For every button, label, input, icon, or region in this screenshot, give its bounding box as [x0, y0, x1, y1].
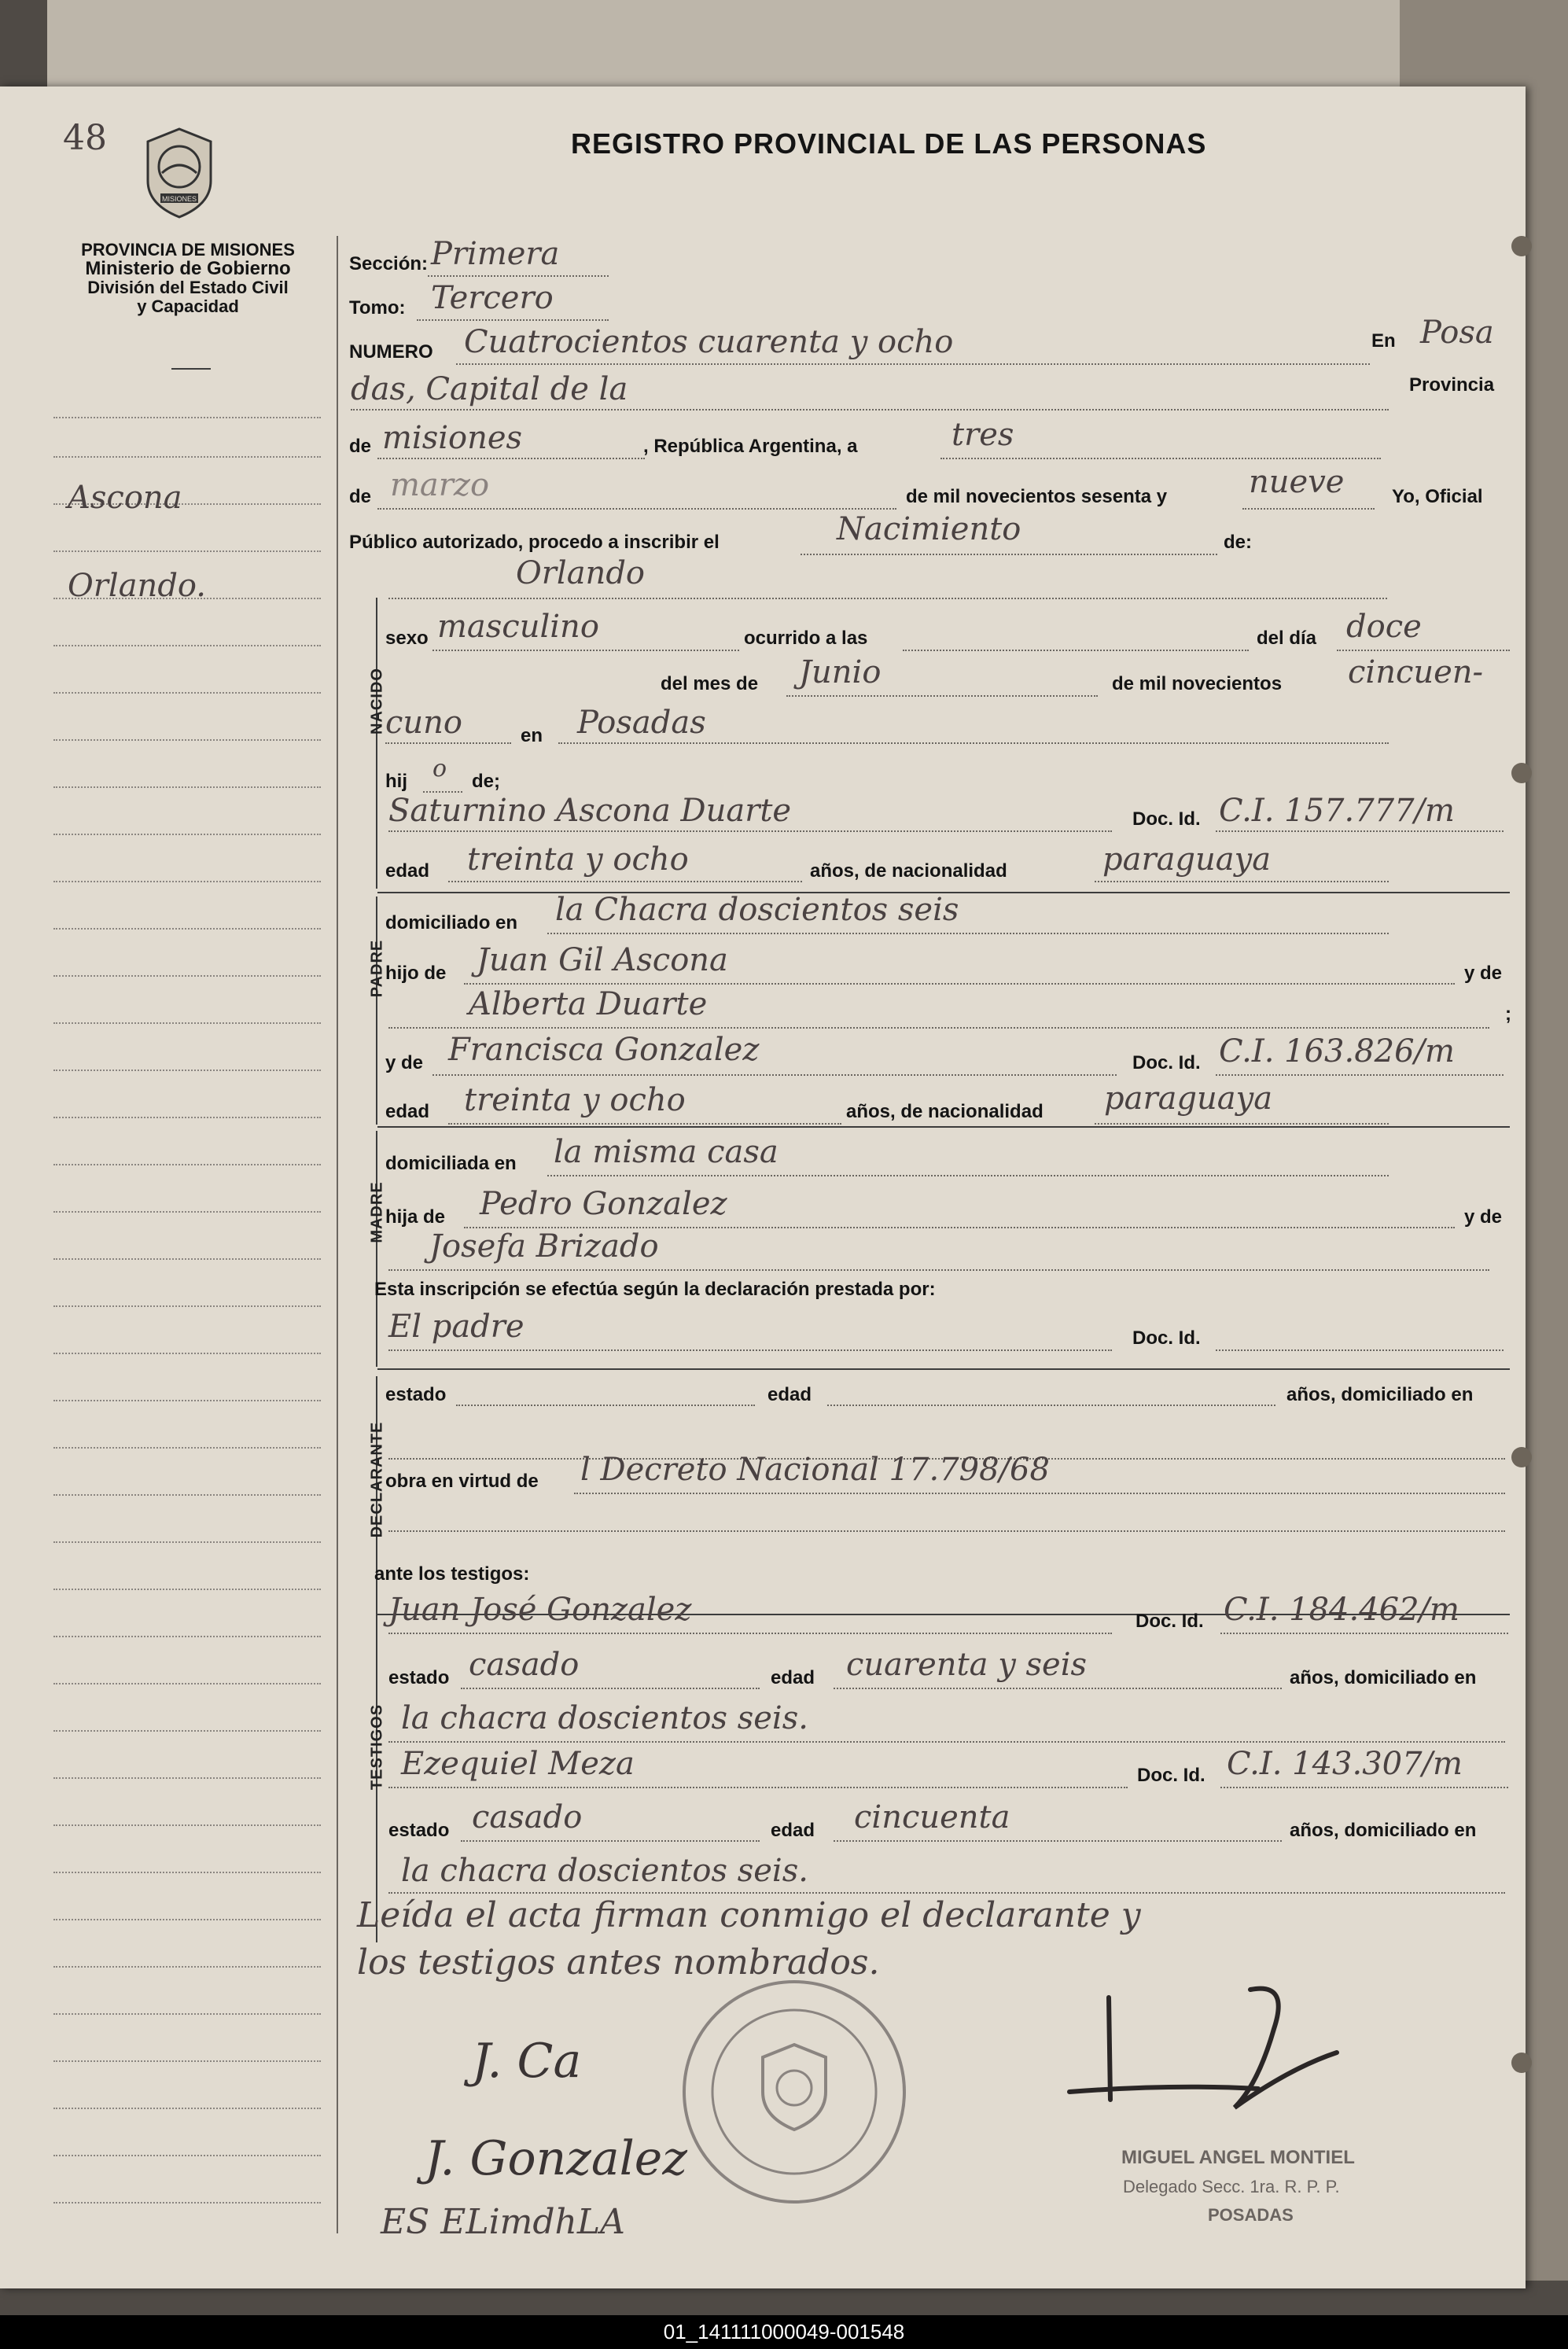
footer-id: 01_141111000049-001548	[0, 2315, 1568, 2349]
field-day: tres	[951, 417, 1014, 453]
field-testigo2-nombre: Ezequiel Meza	[401, 1746, 635, 1782]
closing-line-1: Leída el acta firman conmigo el declarante y	[357, 1895, 1141, 1935]
field-testigo1-nombre: Juan José Gonzalez	[388, 1592, 692, 1628]
field-testigo2-edad: cincuenta	[854, 1799, 1010, 1835]
field-madre-edad: treinta y ocho	[464, 1082, 686, 1118]
binder-hole	[1511, 763, 1532, 783]
svg-text:MISIONES: MISIONES	[161, 195, 197, 203]
label-en-lower: en	[521, 725, 543, 746]
official-signature-icon	[1054, 1974, 1415, 2131]
bottom-note: ES ELimdhLA	[381, 2202, 625, 2242]
field-padre-nac: paraguaya	[1102, 841, 1272, 878]
field-lugar-nac: Posadas	[577, 705, 706, 741]
field-madre-hija-de-b: Josefa Brizado	[429, 1228, 659, 1265]
margin-rule	[337, 236, 338, 2233]
document-page	[0, 87, 1526, 2288]
margin-surname: Ascona	[68, 480, 182, 516]
office-line: y Capacidad	[137, 296, 239, 316]
stamp-name: MIGUEL ANGEL MONTIEL	[1121, 2147, 1355, 2168]
label-hijo-de: hijo de	[385, 963, 447, 984]
label-doc-testigo2: Doc. Id.	[1137, 1765, 1205, 1786]
closing-line-2: los testigos antes nombrados.	[357, 1942, 880, 1983]
field-city-b: das, Capital de la	[351, 371, 628, 407]
field-tomo: Tercero	[431, 280, 554, 316]
label-tomo: Tomo:	[349, 297, 406, 318]
field-testigo1-edad: cuarenta y seis	[846, 1647, 1088, 1683]
field-padre-nombre: Saturnino Ascona Duarte	[388, 793, 792, 829]
field-madre-nac: paraguaya	[1104, 1081, 1273, 1117]
page-number: 48	[63, 118, 107, 158]
label-edad-madre: edad	[385, 1101, 430, 1122]
field-mes-nac: Junio	[799, 654, 882, 690]
label-de-colon: de:	[1224, 532, 1252, 553]
label-del-mes: del mes de	[661, 673, 759, 694]
label-doc-padre: Doc. Id.	[1132, 808, 1201, 830]
divider	[171, 368, 211, 370]
label-edad-declarante: edad	[767, 1384, 812, 1405]
field-anio-nac-a: cincuen-	[1348, 654, 1484, 690]
field-testigo1-doc: C.I. 184.462/m	[1224, 1592, 1459, 1628]
field-obra-virtud: l Decreto Nacional 17.798/68	[580, 1452, 1050, 1488]
background-paper	[47, 0, 1541, 94]
field-provincia: misiones	[382, 420, 523, 456]
label-de-semicolon: de;	[472, 771, 500, 792]
label-edad-testigo1: edad	[771, 1667, 815, 1688]
label-nac-madre: años, de nacionalidad	[846, 1101, 1043, 1122]
label-ante-testigos: ante los testigos:	[374, 1563, 530, 1585]
side-label-madre: MADRE	[368, 1181, 386, 1243]
label-republica: , República Argentina, a	[643, 436, 858, 457]
official-round-stamp-icon	[676, 1974, 912, 2210]
label-sexo: sexo	[385, 628, 429, 649]
field-padre-dom: la Chacra doscientos seis	[555, 892, 959, 928]
field-nombre: Orlando	[516, 555, 646, 591]
field-testigo2-dom: la chacra doscientos seis.	[401, 1853, 808, 1889]
signature-testigo: J. Gonzalez	[425, 2131, 687, 2186]
label-esta-inscripcion: Esta inscripción se efectúa según la declaración prestada por:	[374, 1279, 936, 1300]
label-anios-dom-testigo1: años, domiciliado en	[1290, 1667, 1477, 1688]
office-block	[50, 241, 326, 316]
field-anio-nac-b: cuno	[385, 705, 463, 741]
label-seccion: Sección:	[349, 253, 429, 274]
side-label-testigos: TESTIGOS	[368, 1703, 386, 1791]
label-y-de-madre: y de	[385, 1052, 424, 1073]
label-edad-padre: edad	[385, 860, 430, 882]
section-divider	[377, 1368, 1510, 1370]
field-sexo: masculino	[437, 609, 599, 645]
field-madre-hija-de-a: Pedro Gonzalez	[480, 1186, 727, 1222]
label-provincia: Provincia	[1409, 374, 1495, 396]
field-city-a: Posa	[1420, 315, 1494, 351]
section-divider	[377, 1126, 1510, 1128]
side-label-declarante: DECLARANTE	[368, 1421, 386, 1538]
label-dom-padre: domiciliado en	[385, 912, 518, 933]
signature-declarante: J. Ca	[472, 2034, 582, 2089]
label-semicolon: ;	[1505, 1003, 1511, 1025]
label-y-de-2: y de	[1464, 1206, 1503, 1228]
office-line: Ministerio de Gobierno	[85, 258, 291, 279]
field-madre-dom: la misma casa	[554, 1134, 778, 1170]
label-nac-padre: años, de nacionalidad	[810, 860, 1007, 882]
label-doc-testigo1: Doc. Id.	[1136, 1611, 1204, 1632]
label-de-mil-1: de mil novecientos sesenta y	[906, 486, 1168, 507]
field-padre-edad: treinta y ocho	[467, 841, 689, 878]
field-testigo1-estado: casado	[469, 1647, 580, 1683]
label-obra-virtud: obra en virtud de	[385, 1471, 539, 1492]
label-ocurrido: ocurrido a las	[744, 628, 868, 649]
stamp-city: POSADAS	[1208, 2205, 1294, 2225]
field-dia-nac: doce	[1346, 609, 1422, 645]
page-title: REGISTRO PROVINCIAL DE LAS PERSONAS	[571, 127, 1207, 160]
label-doc-madre: Doc. Id.	[1132, 1052, 1201, 1073]
label-anios-dom-testigo2: años, domiciliado en	[1290, 1820, 1477, 1841]
field-numero: Cuatrocientos cuarenta y ocho	[464, 324, 954, 360]
office-line: PROVINCIA DE MISIONES	[81, 240, 295, 260]
label-estado-declarante: estado	[385, 1384, 447, 1405]
binder-hole	[1511, 236, 1532, 256]
label-en: En	[1371, 330, 1396, 352]
field-madre-doc: C.I. 163.826/m	[1219, 1033, 1455, 1070]
field-padre-doc: C.I. 157.777/m	[1219, 793, 1455, 829]
stamp-role: Delegado Secc. 1ra. R. P. P.	[1123, 2177, 1340, 2196]
label-de: de	[349, 436, 372, 457]
field-declarante: El padre	[388, 1309, 525, 1345]
label-estado-testigo2: estado	[388, 1820, 450, 1841]
side-label-padre: PADRE	[368, 939, 386, 998]
field-year: nueve	[1249, 464, 1345, 500]
field-padre-hijo-de-a: Juan Gil Ascona	[477, 942, 728, 978]
field-testigo1-dom: la chacra doscientos seis.	[401, 1700, 808, 1736]
label-yo-oficial: Yo, Oficial	[1392, 486, 1483, 507]
field-seccion: Primera	[431, 236, 560, 272]
side-label-nacido: NACIDO	[368, 668, 386, 735]
field-hij-suffix: o	[432, 755, 447, 782]
label-de-2: de	[349, 486, 372, 507]
binder-hole	[1511, 2053, 1532, 2073]
label-numero: NUMERO	[349, 341, 433, 363]
label-y-de: y de	[1464, 963, 1503, 984]
field-month: marzo	[390, 467, 490, 503]
field-padre-hijo-de-b: Alberta Duarte	[469, 986, 708, 1022]
label-doc-declarante: Doc. Id.	[1132, 1327, 1201, 1349]
field-madre-nombre: Francisca Gonzalez	[448, 1032, 760, 1068]
label-dom-madre: domiciliada en	[385, 1153, 517, 1174]
label-edad-testigo2: edad	[771, 1820, 815, 1841]
field-acto: Nacimiento	[837, 511, 1021, 547]
label-anios-dom-declarante: años, domiciliado en	[1286, 1384, 1474, 1405]
label-hija-de: hija de	[385, 1206, 446, 1228]
binder-hole	[1511, 1447, 1532, 1467]
field-testigo2-estado: casado	[472, 1799, 583, 1835]
label-publico: Público autorizado, procedo a inscribir el	[349, 532, 720, 553]
label-de-mil-2: de mil novecientos	[1112, 673, 1283, 694]
office-line: División del Estado Civil	[87, 278, 289, 297]
label-estado-testigo1: estado	[388, 1667, 450, 1688]
label-del-dia: del día	[1257, 628, 1317, 649]
label-hij: hij	[385, 771, 407, 792]
margin-given-name: Orlando.	[68, 568, 207, 604]
field-testigo2-doc: C.I. 143.307/m	[1227, 1746, 1463, 1782]
provincial-seal-icon	[140, 126, 219, 220]
